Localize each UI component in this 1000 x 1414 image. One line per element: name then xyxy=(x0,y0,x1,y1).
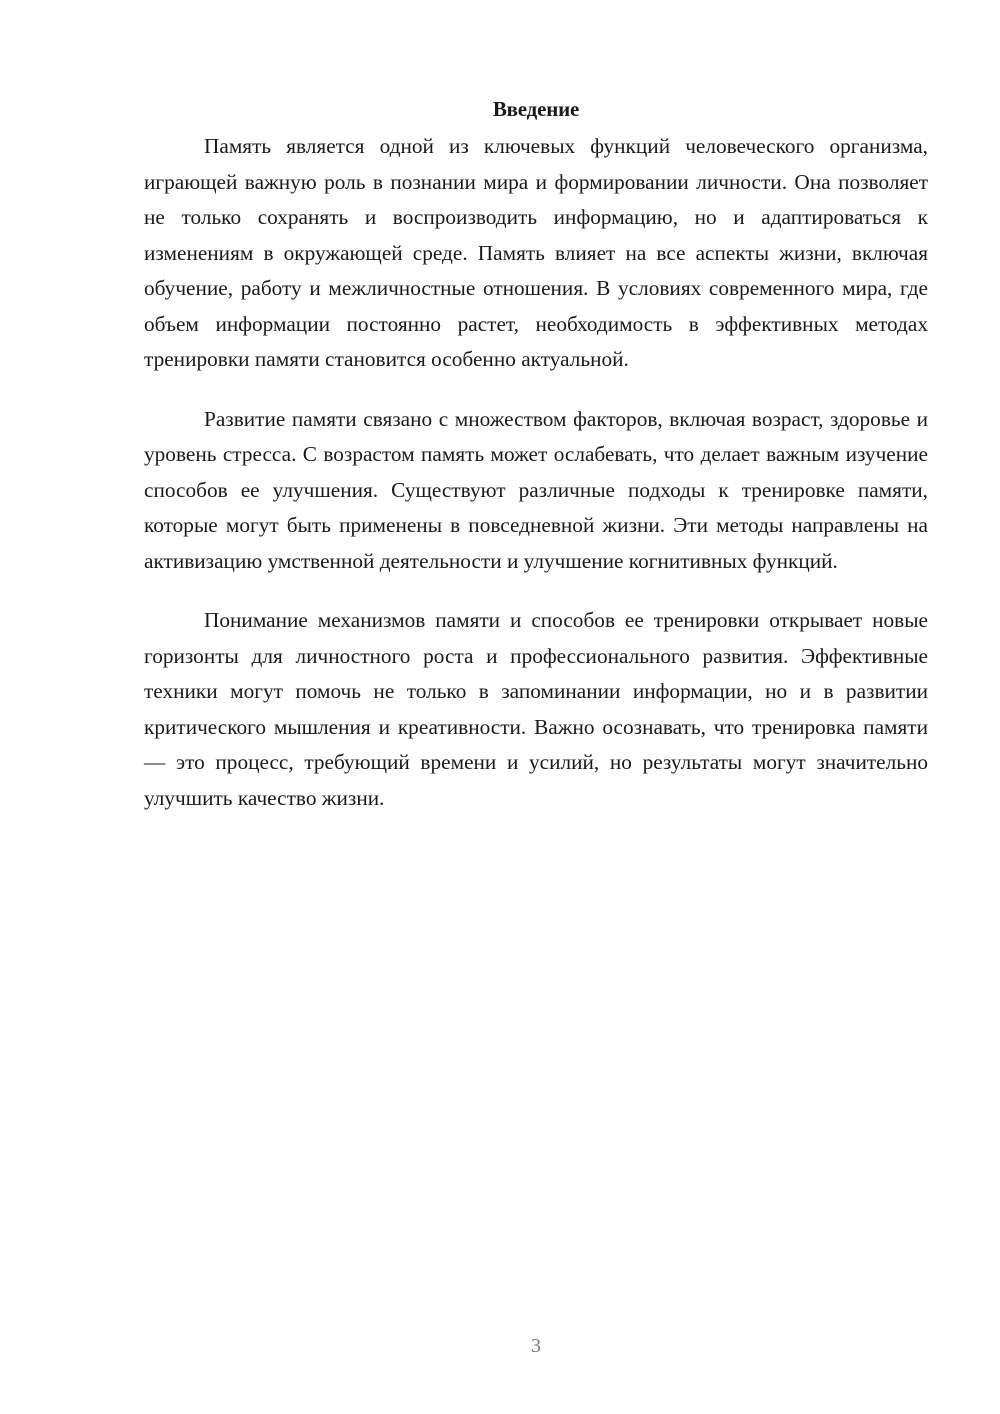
paragraph-2: Развитие памяти связано с множеством факторов, включая возраст, здоровье и уровень стресса. С возрастом память может ослабевать, что делает важным изучение способов ее улучшения. Существуют различные подходы к тренировке памяти, которые могут быть применены в повседневной жизни. Эти методы направлены на активизацию умственной деятельности и улучшение когнитивных функций. xyxy=(144,406,928,573)
page-number: 3 xyxy=(531,1335,541,1357)
paragraph-3: Понимание механизмов памяти и способов ее тренировки открывает новые горизонты для личностного роста и профессионального развития. Эффективные техники могут помочь не только в запоминании информации, но и в развитии критического мышления и креативности. Важно осознавать, что тренировка памяти — это процесс, требующий времени и усилий, но результаты могут значительно улучшить качество жизни. xyxy=(144,608,928,810)
paragraph-1: Память является одной из ключевых функций человеческого организма, играющей важную роль в познании мира и формировании личности. Она позволяет не только сохранять и воспроизводить информацию, но и адаптироваться к изменениям в окружающей среде. Память влияет на все аспекты жизни, включая обучение, работу и межличностные отношения. В условиях современного мира, где объем информации постоянно растет, необходимость в эффективных методах тренировки памяти становится особенно актуальной. xyxy=(144,134,928,371)
page-content xyxy=(144,94,928,840)
section-title: Введение xyxy=(492,97,580,121)
